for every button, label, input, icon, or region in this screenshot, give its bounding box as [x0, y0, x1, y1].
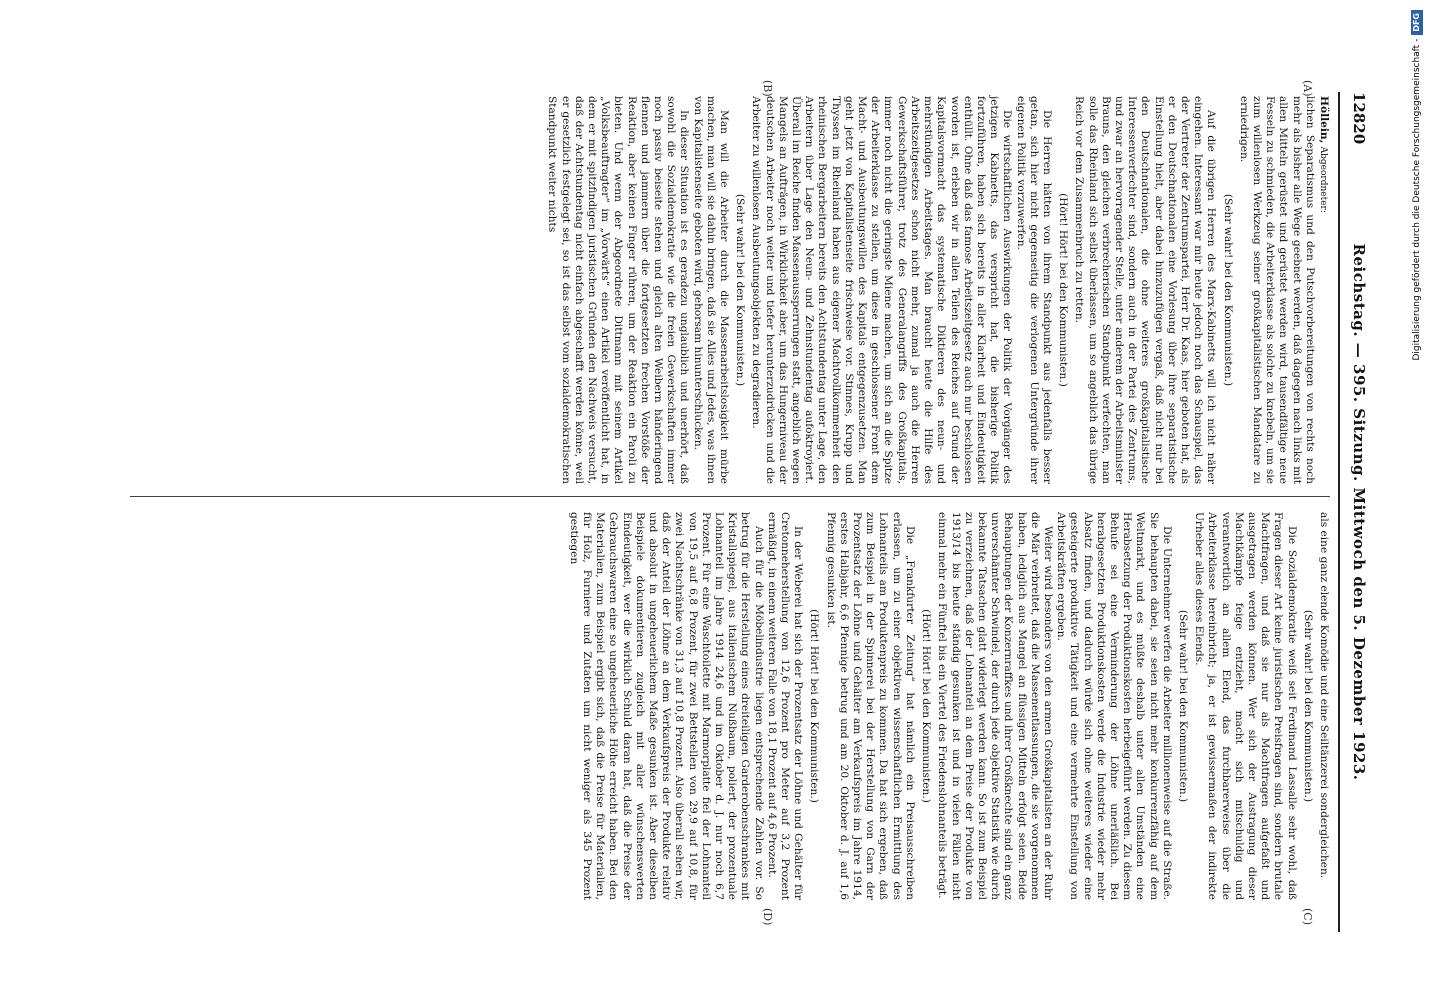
paragraph: Die Unternehmer werfen die Arbeiter millionenweise auf die Straße. Sie behaupten dabei, sie seien nicht mehr konkurrenzfähig auf dem Weltmarkt, und es müßte deshalb unter allen Umständen eine Herabsetzung der Produktionskosten herbeigeführt werden. Zu diesem Behufe sei eine Verminderung der Löhne unerläßlich. Bei herabgesetzten Produktionskosten werde die Industrie wieder mehr Absatz finden, und dadurch würde sich ohne weiteres wieder eine gesteigerte produktive Tätigkeit und eine vermehrte Einstellung von Arbeitskräften ergeben.: [1055, 512, 1173, 900]
interjection: (Hört! Hört! bei den Kommunisten.): [920, 609, 933, 803]
paragraph: Die Sozialdemokratie weiß seit Ferdinand Lassalle sehr wohl, daß Fragen dieser Art keine juristischen Preisfragen sind, sondern brutale Machtfragen, und daß sie nur als Machtfragen aufgefaßt und ausgetragen werden können. Wer sich der Austragung dieser Machtkämpfe feige entzieht, macht sich mitschuldig und verantwortlich an allem Elend, das furchbarerweise über die Arbeiterklasse hereinbricht; ja, er ist gewissermaßen der indirekte Urheber alles dieses Elends.: [1193, 512, 1298, 900]
interjection: (Hört! Hört! bei den Kommunisten.): [1057, 193, 1070, 387]
paragraph: Die wirtschaftlichen Auswirkungen der Politik der Vorgänger des jetzigen Kabinetts, das verspricht hat, die bisherige Politik fortzuführen, haben sich bereits in aller Klarheit und Eindeutigkeit enthüllt. Ohne daß das famose Arbeitszeitgesetz auch nur beschlossen worden ist, erleben wir in allen Teilen des Reiches auf Grund der Kapitalsvormacht das systematische Diktieren des neun- und mehrstündigen Arbeitstages. Man braucht heute die Hilfe des Arbeitszeitgesetzes schon nicht mehr, zumal ja auch die Herren Gewerkschaftsführer, trotz des Generalangriffs des Großkapitals, immer noch nicht die geringste Miene machen, um sich an die Spitze der Arbeiterklasse zu stellen, um diese in geschlossener Front dem Macht- und Ausbeutungswillen des Kapitals entgegenzusetzen. Man geht jetzt von Kapitalistenseite frischweise vor. Stinnes, Krupp und Thyssen im Rheinland haben aus eigener Machtvollkommenheit den rheinischen Bergarbeitern bereits den Achtstundentag unter Lage, den Arbeitern über Lage den Neun- und Zehnstundentag aufoktroyiert. Überall im Reiche finden Massenaussperrungen statt, angeblich wegen Mangels an Aufträgen, in Wirklichkeit aber, um das Hungerniveau der deutschen Arbeiter noch weiter und tiefer herunterzudrücken und die Arbeiter zu willenlosen Ausbeutungsobjekten zu degradieren.: [750, 96, 1014, 484]
running-title: Reichstag. — 395. Sitzung. Mittwoch den 5. Dezember 1923.: [1350, 243, 1368, 781]
paragraph: In dieser Situation ist es geradezu unglaublich und unerhört, daß sowohl die Sozialdemokratie wie die freien Gewerkschaften immer noch passiv beiseite stehen und gleich alten Weibern händeringend flennen und jammern über die fortgesetzten frechen Vorstöße der Reaktion, aber keinen Finger rühren, um der Reaktion ein Paroli zu bieten. Und wenn der Abgeordnete Dittmann mit seinem Artikel „Volksbeauftragter“ im „Vorwärts“ einen Artikel veröffentlicht hat, in dem er mit spitzfindigen juristischen Gründen den Nachweis versucht, daß der Achtstundentag nicht einfach abgeschafft werden könne, weil er gesetzlich festgelegt sei, so ist das selbst vom sozialdemokratischen Standpunkt weiter nichts: [546, 96, 691, 484]
right-column: [567, 512, 1330, 900]
speaker-line: [1316, 96, 1330, 484]
paragraph: Weiter wird besonders von den armen Großkapitalisten an der Ruhr die Mär verbreitet, daß die Massenentlassungen, die sie vorgenommen haben, lediglich aus Mangel an flüssigen Mitteln erfolgt seien. Beide Behauptungen der Konzernraffkes und ihrer Großknechte sind ein ganz unverschämter Schwindel, der durch jede objektive Statistik wie durch bekannte Tatsachen glatt widerlegt werden kann. So ist zum Beispiel zu verzeichnen, daß der Lohnanteil an dem Preise der Produkte von 1913/14 bis heute ständig gesunken ist und in vielen Fällen nicht einmal mehr ein Fünftel bis ein Viertel des Friedenslohnanteils beträgt.: [936, 512, 1054, 900]
credit-line: [1408, 10, 1426, 990]
dfg-logo: DFG: [1411, 10, 1423, 35]
paragraph: Auf die übrigen Herren des Marx-Kabinetts will ich nicht näher eingehen. Interessant war mir heute jedoch noch das Schauspiel, das der Vertreter der Zentrumspartei, Herr Dr. Kaas, hier geboten hat, als er den Deutschnationalen eine Vorlesung über ihre separatistische Einstellung hielt, aber dabei hinzuzufügen vergaß, daß nicht nur bei den Deutschnationalen, die ohne weiteres großkapitalistische Interessenverfechter sind, sondern auch in der Partei des Zentrums, und zwar an hervorragender Stelle, unter anderem der Arbeitsminister Brauns, den gleichen verbrecherischen Standpunkt verfechten, man solle das Rheinland sich selbst überlassen, um so angeblich das übrige Reich vor dem Zusammenbruch zu retten.: [1073, 96, 1218, 484]
speaker-name: Höllein,: [1318, 96, 1330, 144]
paragraph: Die „Frankfurter Zeitung“ hat nämlich ein Preisausschreiben erlassen, um zu einer objektiven wissenschaftlichen Ermittlung des Lohnanteils am Produktenpreis zu kommen. Da hat sich ergeben, daß zum Beispiel in der Spinnerei bei der Herstellung von Garn der Prozentsatz der Löhne und Gehälter am Verkaufspreis im Jahre 1914, erstes Halbjahr, 6,6 Pfennige betrug und am 20. Oktober d. J. auf 1,6 Pfennig gesunken ist.: [824, 512, 916, 900]
interjection: (Hört! Hört! bei den Kommunisten.): [808, 609, 821, 803]
margin-marker-d: (D): [761, 908, 774, 926]
paragraph: lichen Separatismus und den Putschvorbereitungen von rechts noch mehr als bisher alle Wege geebnet werden, daß dagegen nach links mit allen Mitteln gerüstet und gerüstet werden wird, tausendfältige neue Fesseln zu schmieden, die Arbeiterklasse als solche zu knebeln, um sie zum willenlosen Werkzeug seiner großkapitalistischen Mandatare zu erniedrigen.: [1237, 96, 1316, 484]
interjection: (Sehr wahr! bei den Kommunisten.): [1176, 609, 1189, 803]
paragraph: als eine ganz elende Komödie und eine Seiltänzerei sondergleichen.: [1318, 512, 1330, 879]
paragraph: In der Weberei hat sich der Prozentsatz der Löhne und Gehälter für Cretonneherstellung von 12,6 Prozent pro Meter auf 3,2 Prozent ermäßigt, in einem weiteren Falle von 18,1 Prozent auf 4,6 Prozent.: [765, 512, 805, 900]
paragraph: Man will die Arbeiter durch die Massenarbeitslosigkeit mürbe machen, man will sie dahin bringen, daß sie Alles und Jedes, was ihnen von Kapitalistenseite geboten wird, gehorsam hinunterschlucken.: [691, 96, 731, 484]
margin-marker-b: (B): [761, 80, 774, 97]
digitization-credit: [1408, 10, 1426, 990]
speaker-role: Abgeordneter:: [1318, 146, 1328, 213]
page-number: 12820: [1350, 92, 1368, 145]
credit-text: Digitalisierung gefördert durch die Deutsche Forschungsgemeinschaft -: [1412, 38, 1422, 361]
paragraph: Die Herren hätten von ihrem Standpunkt aus jedenfalls besser getan, sich hier nicht gegenseitig die verlogenen Untergründe ihrer eigenen Politik vorzuwerfen.: [1014, 96, 1053, 484]
interjection: (Sehr wahr! bei den Kommunisten.): [1301, 609, 1314, 803]
page-header: [1346, 92, 1368, 932]
interjection: (Sehr wahr! bei den Kommunisten.): [1221, 193, 1234, 387]
margin-marker-c: (C): [1301, 908, 1314, 925]
header-rule: [1339, 92, 1341, 932]
paragraph: Auch für die Möbelindustrie liegen entsprechende Zahlen vor. So betrug für die Herstellung eines dreiteiligen Garderobenschrankes mit Kristallspiegel, aus italienischem Nußbaum, poliert, der prozentuale Lohnanteil im Jahre 1914 24,6 und im Oktober d. J. nur noch 6,7 Prozent. Für eine Waschtoilette mit Marmorplatte fiel der Lohnanteil von 19,5 auf 6,8 Prozent, für zwei Bettstellen von 29,9 auf 10,8, für zwei Nachtschränke von 31,3 auf 10,8 Prozent. Also überall sehen wir, daß der Anteil der Löhne an dem Verkaufspreis der Produkte relativ und absolut in ungeheuerlichem Maße gesunken ist. Aber dieselben Beispiele dokumentieren zugleich mit aller wünschenswerten Eindeutigkeit, wer die wirklich Schuld daran hat, daß die Preise der Gebrauchswaren eine so ungeheuerliche Höhe erreicht haben. Bei den Materialien, zum Beispiel ergibt sich, daß die Preise für Materialien, für Holz, Furniere und Zutaten um nicht weniger als 345 Prozent gestiegen: [567, 512, 765, 900]
interjection: (Sehr wahr! bei den Kommunisten.): [734, 193, 747, 387]
margin-marker-a: (A): [1301, 80, 1314, 97]
column-divider: [130, 496, 1330, 497]
left-column: [545, 96, 1330, 484]
